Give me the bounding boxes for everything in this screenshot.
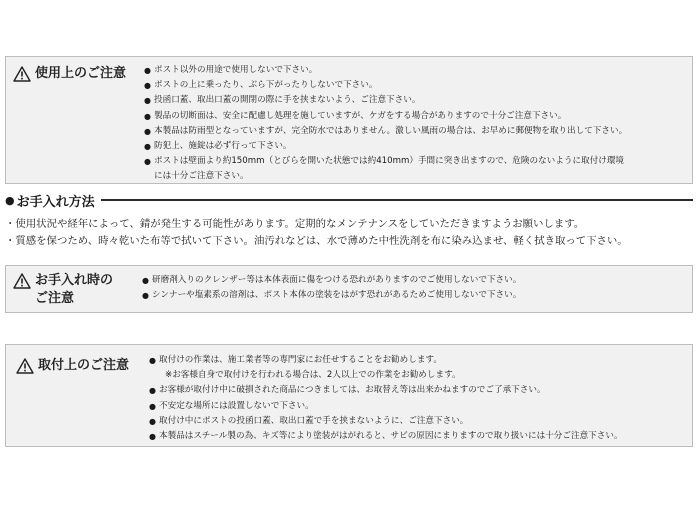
care-caution-heading: [13, 272, 113, 308]
list-item: ● 製品の切断面は、安全に配慮し処理を施していますが、ケガをする場合がありますので十分ご注意下さい。: [144, 109, 627, 124]
care-heading-bullet: ●: [5, 193, 15, 207]
list-item: ● 不安定な場所には設置しないで下さい。: [149, 399, 623, 414]
list-item: ● ポストは壁面より約150mm（とびらを開いた状態では約410mm）手間に突き出ますので、危険のないように取付け環境: [144, 154, 627, 169]
list-item: ● 投函口蓋、取出口蓋の開閉の際に手を挟まないよう、ご注意下さい。: [144, 93, 627, 108]
install-caution-box: [5, 344, 693, 447]
list-item: ● 本製品は防雨型となっていますが、完全防水ではありません。激しい風雨の場合は、お早めに郵便物を取り出して下さい。: [144, 124, 627, 139]
install-caution-heading: [16, 357, 129, 375]
list-item: ● 取付け中にポストの投函口蓋、取出口蓋で手を挟まないように、ご注意下さい。: [149, 414, 623, 429]
care-line: ・使用状況や経年によって、錆が発生する可能性があります。定期的なメンテナンスをしていただきますようお願いします。: [5, 218, 585, 230]
care-caution-title-line2: ご注意: [35, 291, 75, 306]
list-item: ● ポスト以外の用途で使用しないで下さい。: [144, 63, 627, 78]
care-heading: [5, 192, 693, 208]
usage-caution-heading: [13, 65, 126, 83]
care-section: [5, 192, 693, 250]
care-caution-list: [142, 273, 521, 303]
usage-caution-list: [144, 63, 627, 185]
warning-icon: [13, 66, 31, 82]
list-item: ● 本製品はスチール製の為、キズ等により塗装がはがれると、サビの原因にまりますので取り扱いには十分ご注意下さい。: [149, 429, 623, 444]
usage-caution-box: [5, 56, 693, 184]
warning-icon: [13, 273, 31, 289]
warning-icon: [16, 358, 34, 374]
list-item: ● シンナーや塩素系の溶剤は、ポスト本体の塗装をはがす恐れがあるためご使用しないで下さい。: [142, 288, 521, 303]
care-caution-title: [35, 272, 113, 308]
care-title: お手入れ方法: [16, 194, 95, 210]
list-item: ● 取付けの作業は、施工業者等の専門家にお任せすることをお勧めします。: [149, 353, 623, 368]
care-caution-title-line1: お手入れ時の: [35, 273, 114, 288]
list-item: には十分ご注意下さい。: [154, 171, 249, 182]
list-item: ※お客様自身で取付けを行われる場合は、2人以上での作業をお勧めします。: [165, 370, 461, 381]
install-caution-title: 取付上のご注意: [38, 358, 130, 373]
list-item: ● お客様が取付け中に破損された商品につきましては、お取替え等は出来かねますのでご了承下さい。: [149, 383, 623, 398]
list-item: ● ポストの上に乗ったり、ぶら下がったりしないで下さい。: [144, 78, 627, 93]
care-line: ・質感を保つため、時々乾いた布等で拭いて下さい。油汚れなどは、水で薄めた中性洗剤を布に染み込ませ、軽く拭き取って下さい。: [5, 235, 628, 247]
usage-caution-title: 使用上のご注意: [35, 66, 127, 81]
care-divider: [101, 199, 693, 201]
list-item: ● 防犯上、施錠は必ず行って下さい。: [144, 139, 627, 154]
care-lines: [5, 216, 693, 250]
list-item: ● 研磨剤入りのクレンザー等は本体表面に傷をつける恐れがありますのでご使用しないで下さい。: [142, 273, 521, 288]
care-caution-box: [5, 265, 693, 313]
install-caution-list: [149, 353, 623, 444]
